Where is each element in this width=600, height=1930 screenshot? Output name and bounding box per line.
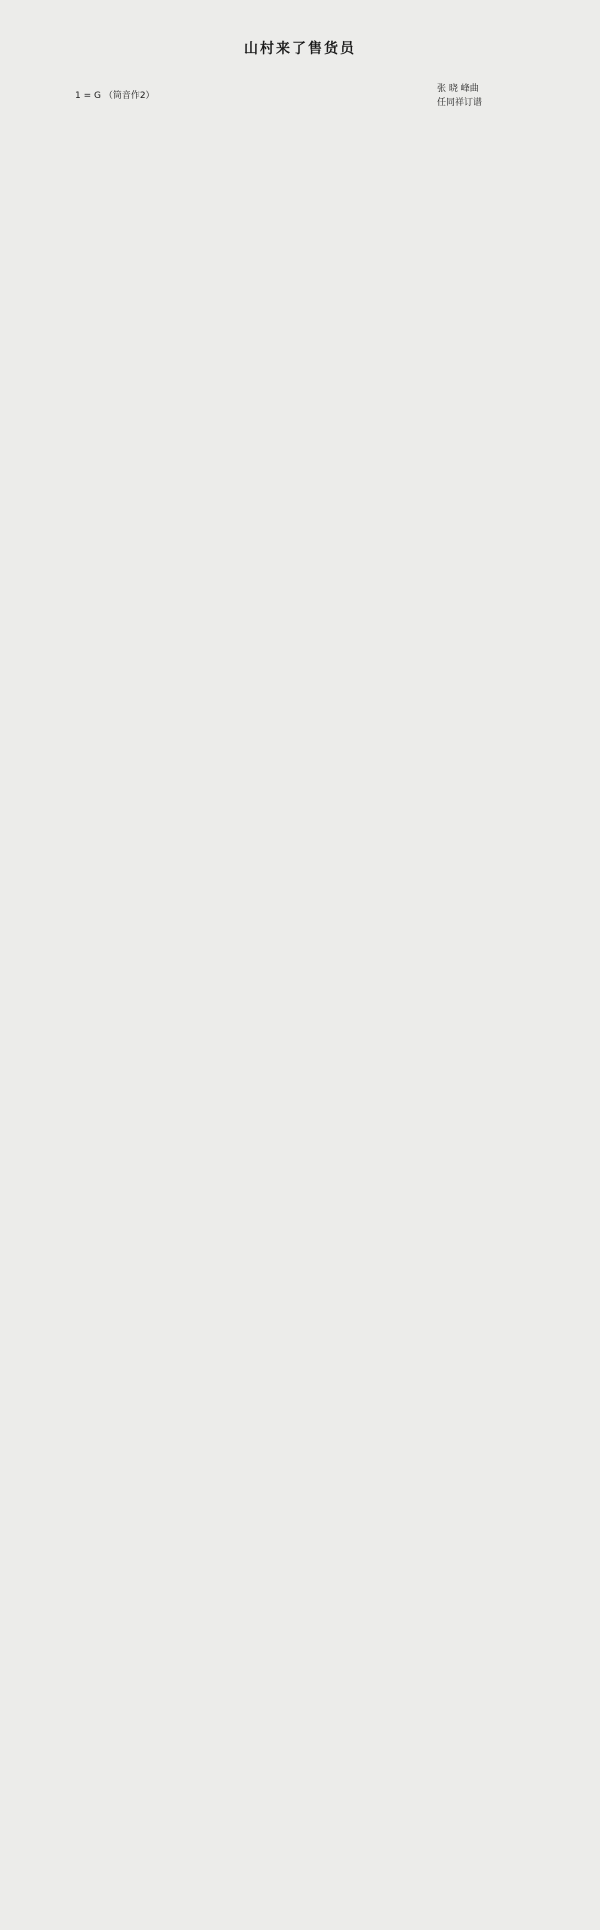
arranger: 任同祥订谱	[437, 98, 483, 108]
page-title: 山村来了售货员	[244, 41, 356, 57]
composer: 张 晓 峰曲	[437, 84, 479, 94]
credits	[437, 82, 482, 110]
key-signature: 1 = G （筒音作2）	[75, 91, 155, 101]
